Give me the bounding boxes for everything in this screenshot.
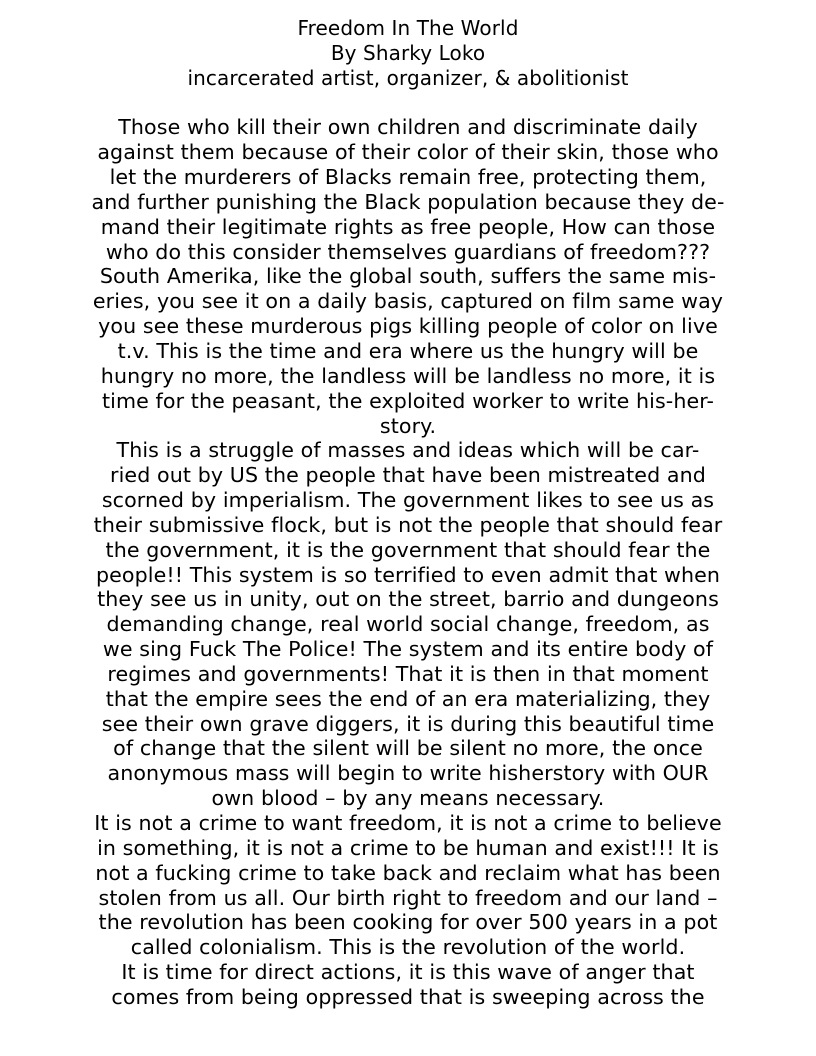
body-line: regimes and governments! That it is then in that moment [107, 661, 709, 686]
body-line: anonymous mass will begin to write hisherstory with OUR [107, 761, 709, 786]
body-line: in something, it is not a crime to be human and exist!!! It is [97, 835, 719, 860]
body-line: let the murderers of Blacks remain free, protecting them, [109, 165, 707, 190]
body-line: comes from being oppressed that is sweeping across the [111, 984, 705, 1009]
body-line: stolen from us all. Our birth right to freedom and our land – [98, 885, 718, 910]
author-byline: By Sharky Loko [330, 40, 486, 65]
body-line: eries, you see it on a daily basis, captured on film same way [92, 289, 724, 314]
body-line: demanding change, real world social change, freedom, as [106, 612, 710, 637]
body-line: of change that the silent will be silent no more, the once [113, 736, 703, 761]
body-line: you see these murderous pigs killing people of color on live [98, 314, 718, 339]
body-line: not a fucking crime to take back and reclaim what has been [95, 860, 721, 885]
document-title: Freedom In The World [297, 16, 519, 40]
body-line: hungry no more, the landless will be landless no more, it is [100, 363, 716, 388]
body-line: they see us in unity, out on the street, barrio and dungeons [97, 587, 719, 612]
body-line: their submissive flock, but is not the people that should fear [93, 512, 723, 537]
body-line: It is time for direct actions, it is this wave of anger that [121, 960, 695, 985]
body-line: see their own grave diggers, it is during this beautiful time [101, 711, 715, 736]
body-line: we sing Fuck The Police! The system and its entire body of [102, 637, 714, 662]
body-line: who do this consider themselves guardians of freedom??? [105, 239, 711, 264]
body-line: against them because of their color of their skin, those who [97, 140, 719, 165]
body-line: scorned by imperialism. The government likes to see us as [101, 488, 715, 513]
author-subtitle: incarcerated artist, organizer, & abolitionist [187, 65, 629, 90]
body-line: time for the peasant, the exploited worker to write his-her- [101, 388, 715, 413]
body-line: South Amerika, like the global south, suffers the same mis- [99, 264, 717, 289]
body-line: own blood – by any means necessary. [211, 786, 605, 811]
body-line: Those who kill their own children and discriminate daily [118, 115, 698, 140]
body-line: that the empire sees the end of an era materializing, they [105, 686, 711, 711]
body-line: This is a struggle of masses and ideas which will be car- [116, 438, 700, 463]
body-line: story. [379, 413, 437, 438]
body-line: and further punishing the Black population because they de- [91, 189, 725, 214]
document-page [18, 16, 798, 1010]
header-spacer [18, 91, 798, 116]
body-line: It is not a crime to want freedom, it is not a crime to believe [94, 811, 722, 835]
body-line: ried out by US the people that have been mistreated and [110, 463, 706, 488]
body-text [18, 115, 798, 1009]
body-line: mand their legitimate rights as free people, How can those [100, 214, 716, 239]
body-line: people!! This system is so terrified to even admit that when [95, 562, 721, 587]
body-line: the revolution has been cooking for over 500 years in a pot [98, 910, 718, 935]
body-line: the government, it is the government that should fear the [105, 537, 711, 562]
body-line: called colonialism. This is the revolution of the world. [130, 935, 686, 960]
body-line: t.v. This is the time and era where us the hungry will be [117, 338, 699, 363]
